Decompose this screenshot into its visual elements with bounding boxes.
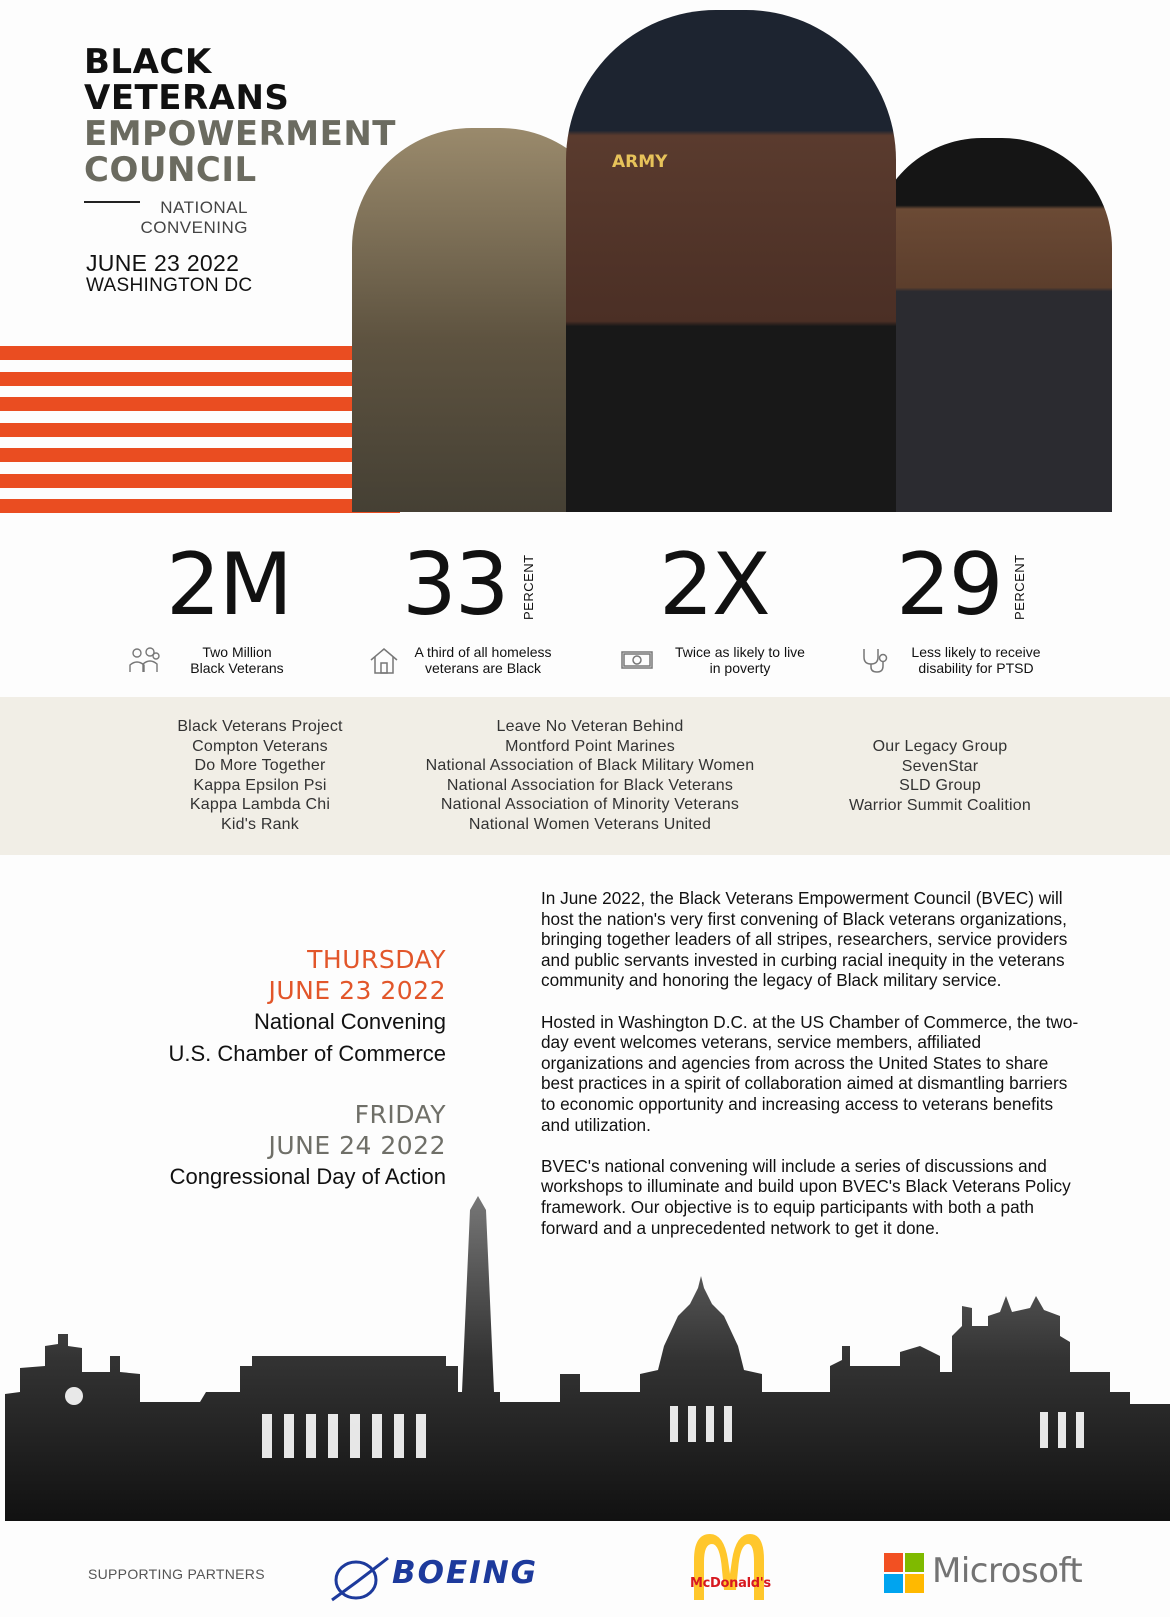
title-line-4: COUNCIL	[84, 150, 257, 190]
stripe	[0, 372, 400, 386]
title-line-3: EMPOWERMENT	[84, 114, 396, 154]
stat-unit-percent: PERCENT	[1012, 554, 1027, 620]
org-name: National Association for Black Veterans	[446, 776, 734, 794]
org-name: Kappa Epsilon Psi	[193, 776, 327, 794]
stat-desc-ptsd	[896, 644, 1056, 676]
ms-square	[905, 1553, 924, 1572]
description-paragraph: BVEC's national convening will include a series of discussions and workshops to illuminate and build upon BVEC's Black Veterans Policy framework. Our objective is to equip participants with both a path forward and a unprecedented network to get it done.	[541, 1155, 1071, 1238]
stripe	[0, 448, 400, 462]
stat-desc-poverty	[660, 644, 820, 676]
day1-event: National Convening	[253, 1009, 446, 1034]
stat-unit-percent: PERCENT	[521, 554, 536, 620]
people-icon	[128, 646, 162, 674]
stat-desc-line: veterans are Black	[425, 660, 541, 676]
stat-desc-line: Less likely to receive	[911, 644, 1041, 660]
stripe	[0, 474, 400, 488]
stat-homeless	[402, 535, 508, 635]
supporting-partners-label: SUPPORTING PARTNERS	[88, 1566, 265, 1582]
stat-desc-veterans	[162, 644, 312, 676]
stat-desc-line: Twice as likely to live	[675, 644, 805, 660]
ms-square	[884, 1553, 903, 1572]
org-name: National Association of Black Military Women	[425, 757, 755, 775]
schedule-day-1	[168, 944, 446, 1070]
day1-venue: U.S. Chamber of Commerce	[168, 1041, 446, 1066]
event-subtitle	[120, 198, 248, 238]
subtitle-line-1: NATIONAL	[160, 198, 248, 217]
stripe	[0, 423, 400, 437]
day2-event: Congressional Day of Action	[169, 1164, 446, 1189]
event-location: WASHINGTON DC	[86, 275, 253, 296]
org-list-col-1	[160, 717, 360, 835]
stat-desc-line: in poverty	[709, 660, 771, 676]
mcdonalds-wordmark: McDonald's	[690, 1576, 771, 1591]
org-list-col-3	[830, 737, 1050, 815]
stat-ptsd	[896, 535, 1002, 635]
title-line-1: BLACK	[84, 42, 212, 82]
day2-date: JUNE 24 2022	[268, 1131, 446, 1160]
org-name: Black Veterans Project	[177, 718, 343, 735]
org-name: Montford Point Marines	[505, 737, 675, 755]
org-name: SLD Group	[899, 777, 981, 795]
ms-square	[905, 1574, 924, 1593]
boeing-wordmark: BOEING	[392, 1555, 539, 1591]
stat-desc-line: disability for PTSD	[918, 660, 1034, 676]
org-list-col-2	[400, 717, 780, 835]
org-name: SevenStar	[901, 757, 979, 775]
mcdonalds-logo-icon	[676, 1530, 786, 1610]
money-icon	[620, 646, 654, 674]
army-cap-label: ARMY	[612, 152, 668, 172]
org-name: Kappa Lambda Chi	[189, 796, 331, 814]
stat-desc-line: Two Million	[202, 644, 272, 660]
stat-value: 2M	[166, 535, 291, 635]
stat-poverty	[659, 535, 769, 635]
title-line-2: VETERANS	[84, 78, 290, 118]
stethoscope-icon	[858, 646, 892, 674]
subtitle-line-2: CONVENING	[140, 218, 248, 237]
stat-value: 29	[896, 535, 1002, 635]
org-name: Our Legacy Group	[872, 738, 1008, 755]
description-paragraph: In June 2022, the Black Veterans Empowerment Council (BVEC) will host the nation's very first convening of Black veterans organizations, bringing together leaders of all stripes, researchers, service providers and public servants invested in curbing racial inequity in the veterans community and honoring the legacy of Black military service.	[541, 888, 1068, 991]
stat-desc-homeless	[396, 644, 570, 676]
org-name: Do More Together	[194, 757, 326, 775]
description-paragraph: Hosted in Washington D.C. at the US Chamber of Commerce, the two-day event welcomes veterans, service members, affiliated organizations and agencies from across the United States to share best practices in a spirit of collaboration aimed at dismantling barriers to economic opportunity and increasing access to veterans benefits and utilization.	[541, 1011, 1079, 1135]
day1-weekday: THURSDAY	[307, 945, 446, 974]
microsoft-logo-icon	[884, 1553, 924, 1593]
orange-stripes	[0, 346, 400, 512]
washington-skyline	[0, 1196, 1170, 1521]
stripe	[0, 499, 400, 513]
stat-value: 33	[402, 535, 508, 635]
org-name: Compton Veterans	[192, 737, 328, 755]
veterans-photo	[350, 0, 1150, 512]
org-name: Leave No Veteran Behind	[496, 718, 684, 735]
org-name: Warrior Summit Coalition	[848, 796, 1032, 814]
org-name: National Women Veterans United	[468, 815, 712, 833]
stat-desc-line: A third of all homeless	[414, 644, 552, 660]
stripe	[0, 397, 400, 411]
stat-desc-line: Black Veterans	[190, 660, 284, 676]
day2-weekday: FRIDAY	[354, 1100, 446, 1129]
ms-square	[884, 1574, 903, 1593]
stripe	[0, 346, 400, 360]
event-date: JUNE 23 2022	[86, 250, 240, 276]
army-veteran-portrait	[872, 138, 1112, 512]
org-name: National Association of Minority Veterans	[440, 796, 740, 814]
schedule-day-2	[170, 1099, 446, 1193]
microsoft-wordmark: Microsoft	[932, 1551, 1083, 1591]
stat-value: 2X	[659, 535, 769, 635]
day1-date: JUNE 23 2022	[268, 976, 446, 1005]
vietnam-veteran-portrait	[566, 10, 896, 512]
stat-veterans-count	[166, 535, 291, 635]
org-name: Kid's Rank	[221, 815, 299, 833]
